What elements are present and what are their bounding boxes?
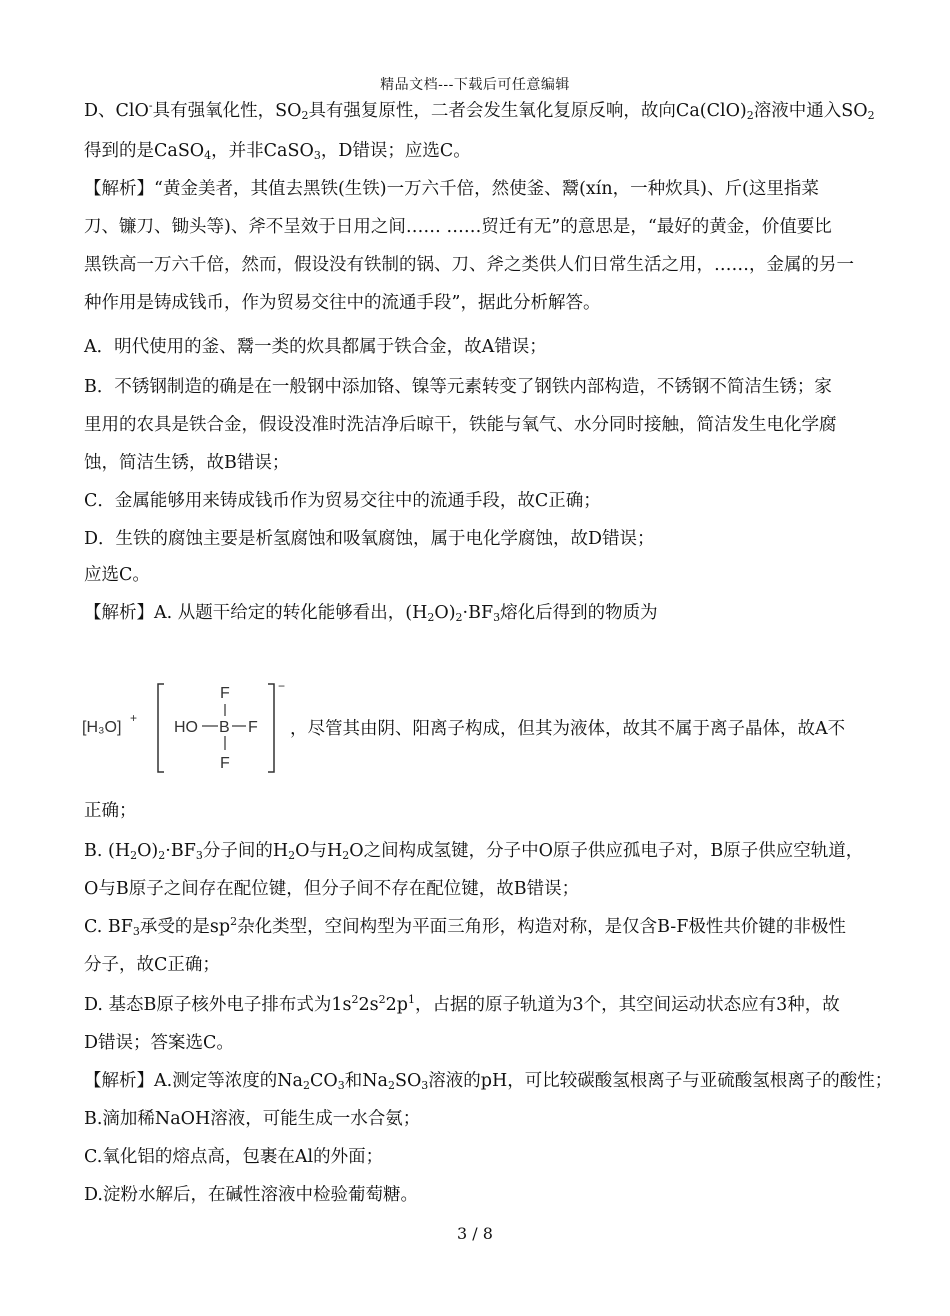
text-line [84,1146,884,1168]
text-line [84,178,884,200]
text-run: 黑铁高一万六千倍，然而，假设没有铁制的锅、刀、斧之类供人们日常生活之用，……，金属的另一 [84,255,854,275]
text-run: ，D错误；应选C。 [320,141,471,161]
text-line [84,140,884,162]
atom-f-right: F [248,719,258,736]
supscript: - [148,99,153,112]
left-bracket [158,684,164,772]
text-run: CO [309,1071,338,1091]
subscript: 3 [132,925,140,938]
cation-charge: + [130,711,138,725]
text-line [84,452,884,474]
text-run: D．生铁的腐蚀主要是析氢腐蚀和吸氧腐蚀，属于电化学腐蚀，故D错误； [84,529,655,549]
text-run: 里用的农具是铁合金，假设没准时洗洁净后晾干，铁能与氧气、水分同时接触，简洁发生电化学腐 [84,415,837,435]
text-run: 【解析】A. 从题干给定的转化能够看出，(H [84,603,428,623]
text-run: 承受的是sp [139,917,231,937]
text-run: 正确； [84,801,137,821]
text-run: D. 基态B原子核外电子排布式为1s [84,995,352,1015]
text-run: 溶液中通入SO [753,101,868,121]
page-number: 3 / 8 [457,1224,493,1243]
subscript: 2 [455,611,463,624]
text-line [84,100,884,122]
text-run: 和Na [344,1071,388,1091]
text-run: D错误；答案选C。 [84,1033,234,1053]
text-run: 具有强复原性，二者会发生氧化复原反响，故向Ca(ClO) [308,101,747,121]
text-run: 2s [358,995,379,1015]
supscript: 2 [378,993,386,1006]
text-line [84,292,884,314]
supscript: 2 [351,993,359,1006]
text-run: 熔化后得到的物质为 [500,603,658,623]
text-run: 应选C。 [84,565,150,585]
atom-b: B [219,719,230,736]
anion-charge: − [278,679,286,693]
text-run: ·BF [462,603,494,623]
text-line [84,336,884,358]
text-run: 分子，故C正确； [84,955,220,975]
subscript: 2 [302,1079,310,1092]
text-run: SO [394,1071,422,1091]
page-header: 精品文档---下载后可任意编辑 [380,77,570,93]
text-line [84,1070,893,1092]
atom-ho: HO [174,719,198,736]
text-line [84,1184,884,1206]
atom-f-bottom: F [220,755,230,772]
text-run: 蚀，简洁生锈，故B错误； [84,453,290,473]
text-run: O) [137,841,159,861]
text-line [84,1108,884,1130]
text-run: O之间构成氢键，分子中O原子供应孤电子对，B原子供应空轨道， [349,841,864,861]
text-run: C. BF [84,917,133,937]
text-run: 种作用是铸成钱币，作为贸易交往中的流通手段”，据此分析解答。 [84,293,601,313]
atom-f-top: F [220,685,230,702]
text-line [84,994,884,1016]
supscript: 2 [230,915,238,928]
text-line [84,840,884,862]
subscript: 3 [421,1079,429,1092]
text-run: 具有强氧化性，SO [152,101,302,121]
subscript: 2 [130,849,138,862]
text-line [84,254,884,276]
text-run: C.氧化铝的熔点高，包裹在Al的外面； [84,1147,384,1167]
structure-caption-text: ，尽管其由阴、阳离子构成，但其为液体，故其不属于离子晶体，故A不 [290,719,846,739]
text-run: D、ClO [84,101,149,121]
subscript: 2 [867,109,875,122]
text-line [84,602,884,624]
text-run: B．不锈钢制造的确是在一般钢中添加铬、镍等元素转变了钢铁内部构造，不锈钢不简洁生锈；家 [84,377,832,397]
text-run: A．明代使用的釜、鬵一类的炊具都属于铁合金，故A错误； [84,337,547,357]
text-run: O与H [295,841,343,861]
text-run: 【解析】“黄金美者，其值去黑铁(生铁)一万六千倍，然使釜、鬵(xín，一种炊具)、斤(这里指菜 [84,179,819,199]
text-run: 【解析】A.测定等浓度的Na [84,1071,303,1091]
text-line [84,216,884,238]
text-run: C．金属能够用来铸成钱币作为贸易交往中的流通手段，故C正确； [84,491,601,511]
subscript: 3 [195,849,203,862]
text-run: 得到的是CaSO [84,141,205,161]
subscript: 3 [337,1079,345,1092]
text-run: 分子间的H [202,841,289,861]
subscript: 2 [301,109,309,122]
text-line [84,414,884,436]
subscript: 2 [158,849,166,862]
chemical-structure-diagram [80,676,290,780]
text-line [84,800,884,822]
subscript: 3 [493,611,501,624]
text-line [84,490,884,512]
text-line [84,376,884,398]
text-run: ，并非CaSO [211,141,314,161]
text-run: ·BF [165,841,196,861]
text-line [84,528,884,550]
text-run: O与B原子之间存在配位键，但分子间不存在配位键，故B错误； [84,879,580,899]
text-run: 杂化类型，空间构型为平面三角形，构造对称，是仅含B-F极性共价键的非极性 [237,917,846,937]
text-line [84,564,884,586]
text-line [84,1032,884,1054]
text-run: O) [434,603,456,623]
subscript: 3 [313,149,321,162]
text-run: ，占据的原子轨道为3个，其空间运动状态应有3种，故 [414,995,840,1015]
text-line [84,954,884,976]
subscript: 2 [342,849,350,862]
subscript: 2 [387,1079,395,1092]
subscript: 4 [204,149,212,162]
text-run: 刀、镰刀、锄头等)、斧不呈效于日用之间…… ……贸迁有无”的意思是，“最好的黄金，价值要比 [84,217,832,237]
subscript: 2 [288,849,296,862]
text-run: 2p [385,995,408,1015]
text-run: D.淀粉水解后，在碱性溶液中检验葡萄糖。 [84,1185,418,1205]
text-run: B.滴加稀NaOH溶液，可能生成一水合氨； [84,1109,421,1129]
subscript: 2 [746,109,754,122]
right-bracket [268,684,274,772]
text-run: 溶液的pH，可比较碳酸氢根离子与亚硫酸氢根离子的酸性； [428,1071,893,1091]
supscript: 1 [407,993,415,1006]
subscript: 2 [427,611,435,624]
text-line [84,916,884,938]
cation-label: [H₃O] [82,719,122,736]
text-run: B. (H [84,841,131,861]
text-line [84,878,884,900]
h3o-bf3oh-structure [80,676,290,780]
